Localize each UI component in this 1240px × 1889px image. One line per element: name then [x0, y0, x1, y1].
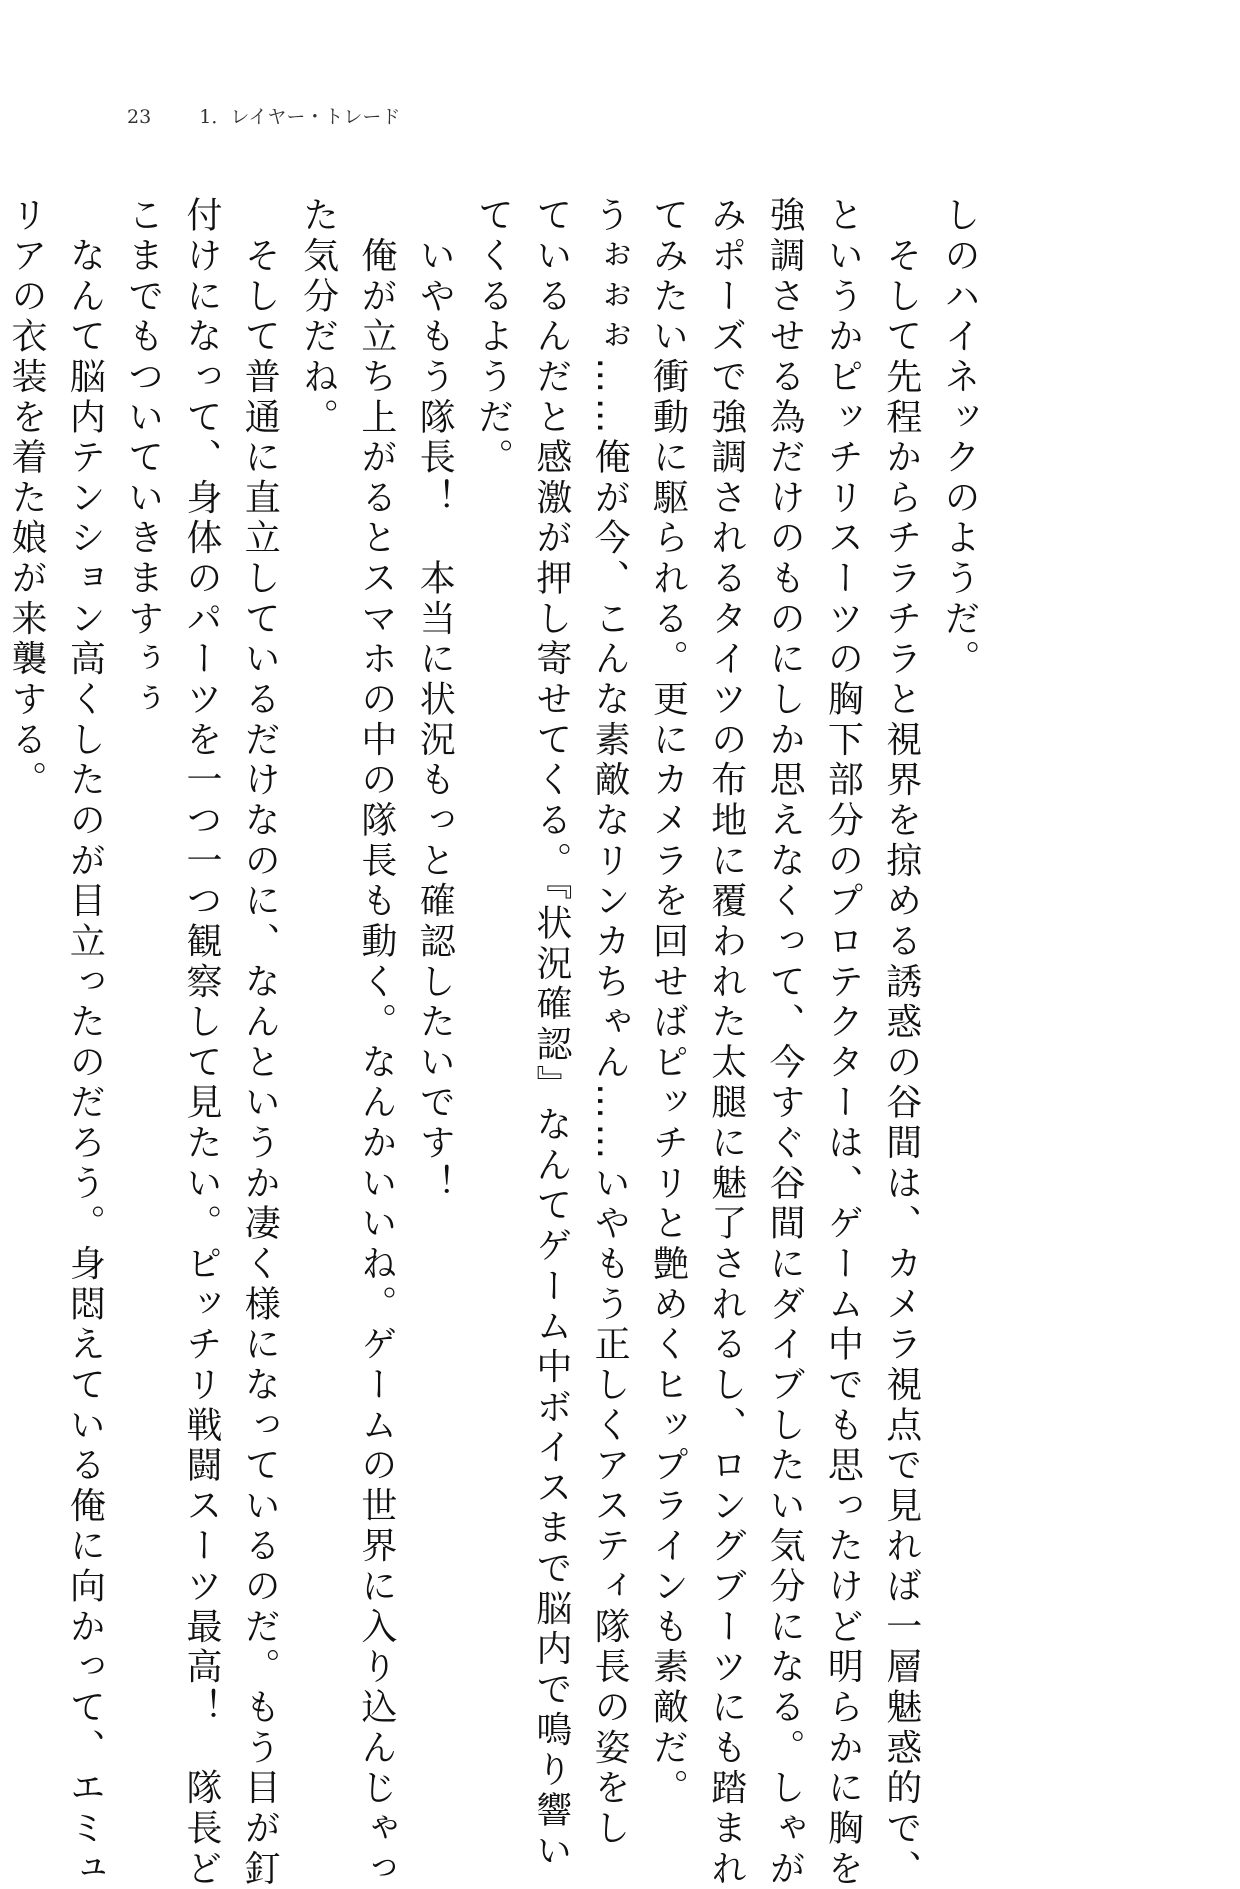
text-line: てみたい衝動に駆られる。更にカメラを回せばピッチリと艶めくヒップラインも素敵だ。 — [647, 196, 689, 1809]
text-line: 強調させる為だけのものにしか思えなくって、今すぐ谷間にダイブしたい気分になる。しゃが — [764, 196, 806, 1889]
text-line: なんて脳内テンション高くしたのが目立ったのだろう。身悶えている俺に向かって、エミュ — [64, 196, 106, 1889]
text-line: いやもう隊長！ 本当に状況もっと確認したいです！ — [414, 196, 456, 1204]
text-line: みポーズで強調されるタイツの布地に覆われた太腿に魅了されるし、ロングブーツにも踏まれ — [705, 196, 747, 1889]
chapter-title: 1．レイヤー・トレード — [199, 106, 401, 128]
text-line: 俺が立ち上がるとスマホの中の隊長も動く。なんかいいね。ゲームの世界に入り込んじゃっ — [355, 196, 397, 1889]
vertical-body-text — [0, 196, 988, 1889]
text-line: ているんだと感激が押し寄せてくる。『状況確認』なんてゲーム中ボイスまで脳内で鳴り響い — [530, 196, 572, 1872]
running-header — [127, 102, 400, 129]
text-line: てくるようだ。 — [472, 196, 514, 479]
text-line: というかピッチリスーツの胸下部分のプロテクターは、ゲーム中でも思ったけど明らかに胸を — [822, 196, 864, 1889]
text-line: リアの衣装を着た娘が来襲する。 — [6, 196, 47, 801]
text-line: そして普通に直立しているだけなのに、なんというか凄く様になっているのだ。もう目が釘 — [239, 196, 281, 1889]
text-line: そして先程からチラチラと視界を掠める誘惑の谷間は、カメラ視点で見れば一層魅惑的で、 — [880, 196, 922, 1889]
text-line: しのハイネックのようだ。 — [939, 196, 980, 680]
text-line: 付けになって、身体のパーツを一つ一つ観察して見たい。ピッチリ戦闘スーツ最高！ 隊長ど — [180, 196, 222, 1889]
text-line: た気分だね。 — [297, 196, 339, 438]
page-number: 23 — [127, 106, 152, 128]
text-line: こまでもついていきますぅぅ — [122, 196, 164, 721]
text-line: うぉぉぉ……俺が今、こんな素敵なリンカちゃん……いやもう正しくアスティ隊長の姿をし — [589, 196, 631, 1850]
